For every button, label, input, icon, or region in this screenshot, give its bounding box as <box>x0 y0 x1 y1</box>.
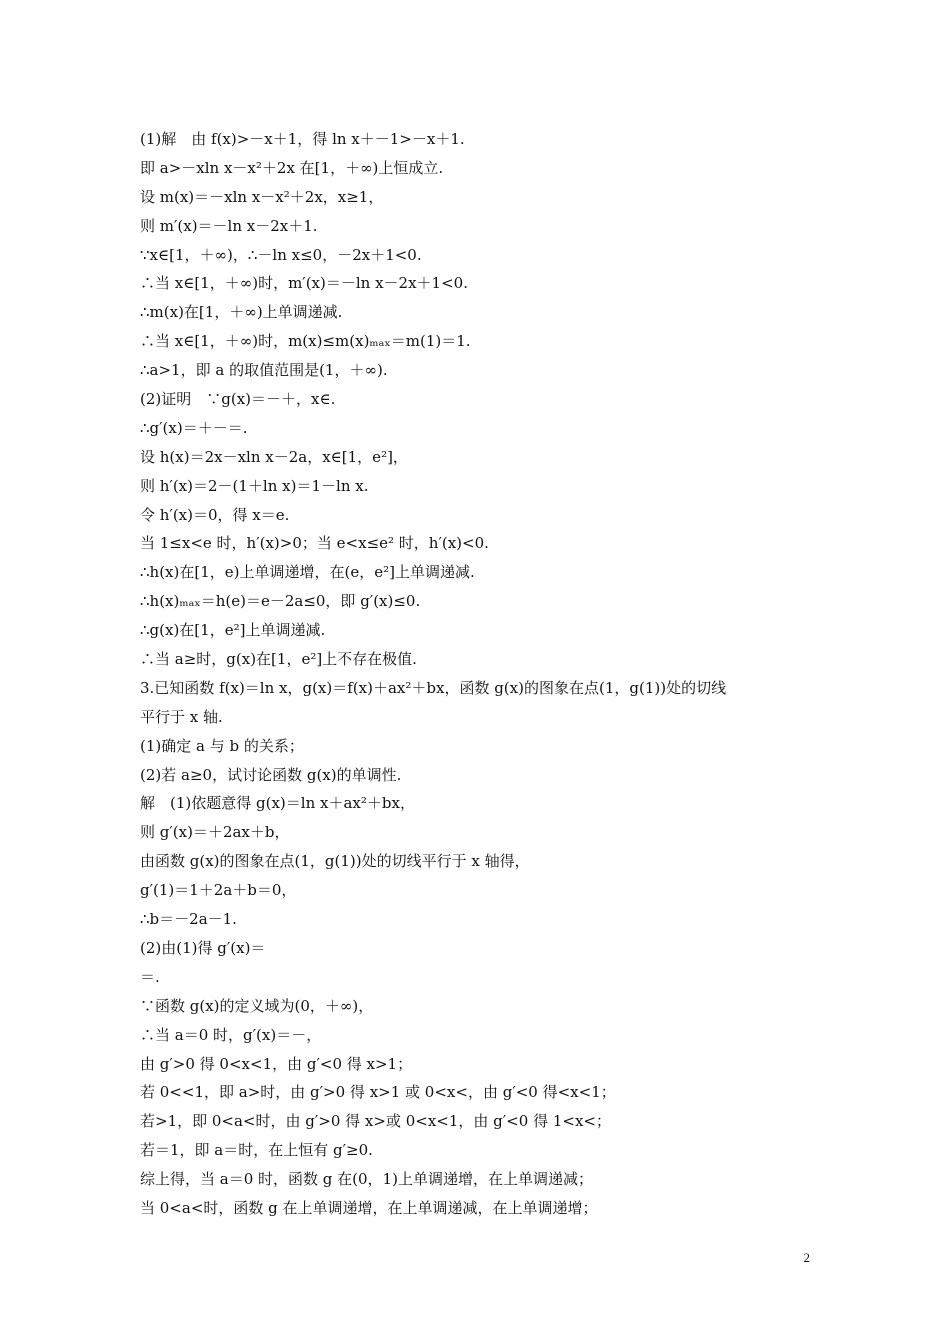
text-line: ∵x∈[1，＋∞)，∴－ln x≤0，－2x＋1<0. <box>140 245 422 264</box>
text-line: (2)若 a≥0，试讨论函数 g(x)的单调性. <box>140 765 402 784</box>
text-line: 若>1，即 0<a<时，由 g′>0 得 x>或 0<x<1，由 g′<0 得 1<x<； <box>140 1112 611 1131</box>
text-line: g′(1)＝1＋2a＋b＝0， <box>140 881 297 900</box>
text-line: 综上得，当 a＝0 时，函数 g 在(0，1)上单调递增，在上单调递减； <box>140 1170 593 1189</box>
text-line: ∴当 x∈[1，＋∞)时，m(x)≤m(x)ₘₐₓ＝m(1)＝1. <box>140 332 471 351</box>
text-line: ＝. <box>140 967 160 986</box>
text-line: (2)证明 ∵g(x)＝－＋，x∈. <box>140 390 336 409</box>
text-line: (1)确定 a 与 b 的关系； <box>140 736 304 755</box>
text-line: ∴当 a＝0 时，g′(x)＝－， <box>140 1025 322 1044</box>
text-line: ∴g′(x)＝＋－＝. <box>140 418 248 437</box>
text-line: 由 g′>0 得 0<x<1，由 g′<0 得 x>1； <box>140 1054 413 1073</box>
text-line: 设 h(x)＝2x－xln x－2a，x∈[1，e²]， <box>140 447 408 466</box>
text-line: ∴m(x)在[1，＋∞)上单调递减. <box>140 303 343 322</box>
text-line: ∴当 x∈[1，＋∞)时，m′(x)＝－ln x－2x＋1<0. <box>140 274 468 293</box>
text-line: 解 (1)依题意得 g(x)＝ln x＋ax²＋bx， <box>140 794 415 813</box>
text-line: (2)由(1)得 g′(x)＝ <box>140 938 266 957</box>
text-line: 当 0<a<时，函数 g 在上单调递增，在上单调递减，在上单调递增； <box>140 1198 598 1217</box>
text-line: (1)解 由 f(x)>－x＋1，得 ln x＋－1>－x＋1. <box>140 130 465 148</box>
text-line: ∴当 a≥时，g(x)在[1，e²]上不存在极值. <box>140 650 417 669</box>
text-line: 由函数 g(x)的图象在点(1，g(1))处的切线平行于 x 轴得， <box>140 852 530 871</box>
text-line: ∵函数 g(x)的定义域为(0，＋∞)， <box>140 996 374 1015</box>
text-line: 若 0<<1，即 a>时，由 g′>0 得 x>1 或 0<x<，由 g′<0 得<x<1； <box>140 1083 616 1102</box>
text-line: ∴h(x)ₘₐₓ＝h(e)＝e－2a≤0，即 g′(x)≤0. <box>140 592 421 611</box>
text-line: 则 g′(x)＝＋2ax＋b， <box>140 823 290 842</box>
text-line: 3.已知函数 f(x)＝ln x，g(x)＝f(x)＋ax²＋bx，函数 g(x)的图象在点(1，g(1))处的切线 <box>140 678 727 697</box>
text-line: 令 h′(x)＝0，得 x＝e. <box>140 505 290 524</box>
text-line: 即 a>－xln x－x²＋2x 在[1，＋∞)上恒成立. <box>140 158 444 177</box>
text-line: 若＝1，即 a＝时，在上恒有 g′≥0. <box>140 1141 373 1160</box>
page-number: 2 <box>803 1250 810 1265</box>
document-body <box>140 125 830 1223</box>
text-line: ∴g(x)在[1，e²]上单调递减. <box>140 621 326 640</box>
text-line: ∴h(x)在[1，e)上单调递增，在(e，e²]上单调递减. <box>140 563 475 582</box>
text-line: ∴b＝－2a－1. <box>140 910 237 929</box>
text-line: 则 h′(x)＝2－(1＋ln x)＝1－ln x. <box>140 476 369 495</box>
text-line: 当 1≤x<e 时，h′(x)>0；当 e<x≤e² 时，h′(x)<0. <box>140 534 489 553</box>
text-line: 平行于 x 轴. <box>140 707 223 726</box>
text-line: 则 m′(x)＝－ln x－2x＋1. <box>140 216 318 235</box>
text-line: 设 m(x)＝－xln x－x²＋2x，x≥1， <box>140 187 384 206</box>
text-line: ∴a>1，即 a 的取值范围是(1，＋∞). <box>140 361 388 380</box>
